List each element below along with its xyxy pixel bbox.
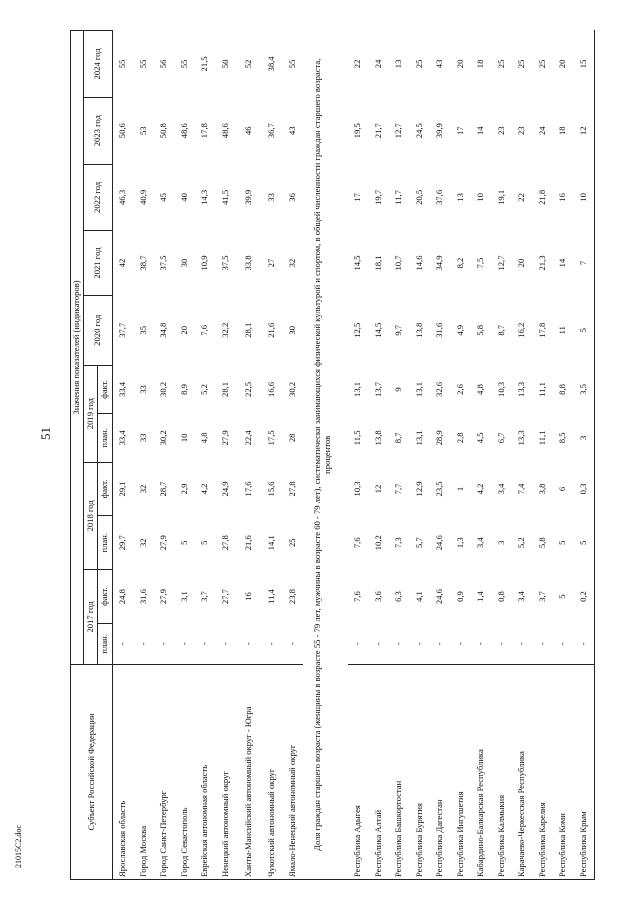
- value-cell: 12: [372, 484, 383, 494]
- region-name: Ханты-Мансийский автономный округ - Югра: [236, 664, 262, 879]
- value-cell: 10,9: [199, 255, 210, 271]
- value-cell: 17: [352, 193, 363, 202]
- region-name: Республика Алтай: [368, 664, 389, 879]
- table-row: [573, 31, 594, 880]
- table-row: [112, 31, 133, 880]
- value-cell: 39,9: [434, 123, 445, 139]
- value-cell: -: [158, 642, 169, 646]
- value-cell: -: [536, 642, 547, 646]
- value-cell: 5,7: [413, 537, 424, 549]
- value-cell: 23,5: [434, 481, 445, 497]
- value-cell: 21,6: [243, 535, 254, 551]
- value-cell: 13,3: [516, 381, 527, 397]
- region-name: Ненецкий автономный округ: [215, 664, 236, 879]
- value-cell: 18: [475, 59, 486, 69]
- header-fact-2017: факт.: [98, 570, 113, 624]
- value-cell: 8,7: [495, 324, 506, 336]
- value-cell: 43: [434, 59, 445, 69]
- table-row: [282, 31, 303, 880]
- value-cell: 52: [243, 59, 254, 69]
- value-cell: 14,3: [199, 189, 210, 205]
- value-cell: -: [557, 642, 568, 646]
- value-cell: 15: [573, 31, 594, 98]
- value-cell: 11: [557, 326, 568, 335]
- value-cell: 12,7: [495, 255, 506, 271]
- value-cell: 27: [266, 258, 277, 268]
- value-cell: 50,6: [117, 123, 128, 139]
- value-cell: -: [266, 642, 277, 646]
- value-cell: 24,6: [434, 535, 445, 551]
- region-name: Республика Башкортостан: [389, 664, 410, 879]
- region-name: Республика Коми: [553, 664, 574, 879]
- value-cell: 23: [516, 126, 527, 135]
- value-cell: -: [352, 642, 363, 646]
- region-name: Чукотский автономный округ: [262, 664, 283, 879]
- table-row: [409, 31, 430, 880]
- value-cell: 18,1: [372, 255, 383, 271]
- value-cell: -: [393, 642, 404, 646]
- value-cell: 24,9: [219, 481, 230, 497]
- value-cell: 6,7: [495, 432, 506, 444]
- section-title: Доля граждан старшего возраста (женщины в возрасте 55 - 79 лет, мужчины в возрасте 60 - 79 лет), систематически занимающихся физической культурой и спортом, в общей численности граждан старшего возраста, процентов: [303, 31, 348, 880]
- value-cell: 55: [178, 59, 189, 69]
- value-cell: 13,8: [372, 430, 383, 446]
- value-cell: 13,1: [352, 381, 363, 397]
- value-cell: 24,8: [117, 589, 128, 605]
- value-cell: 25: [516, 59, 527, 69]
- value-cell: 46: [243, 126, 254, 135]
- value-cell: 48,6: [219, 123, 230, 139]
- header-fact-2018: факт.: [98, 462, 113, 516]
- value-cell: 27,9: [158, 535, 169, 551]
- value-cell: 38,4: [266, 56, 277, 72]
- value-cell: 7,4: [516, 483, 527, 495]
- value-cell: 55: [117, 59, 128, 69]
- value-cell: 33: [137, 433, 148, 443]
- region-name: Карачаево-Черкесская Республика: [512, 664, 533, 879]
- value-cell: -: [219, 642, 230, 646]
- value-cell: 12,5: [352, 322, 363, 338]
- value-cell: 36: [286, 193, 297, 202]
- value-cell: 8,8: [557, 384, 568, 395]
- value-cell: 25: [536, 59, 547, 69]
- value-cell: 5,2: [199, 384, 210, 395]
- table-row: [532, 31, 553, 880]
- value-cell: 32: [137, 538, 148, 548]
- header-year-2019: 2019 год: [83, 365, 98, 462]
- value-cell: 8,2: [454, 257, 465, 269]
- value-cell: 20: [178, 325, 189, 335]
- value-cell: -: [516, 642, 527, 646]
- value-cell: -: [137, 642, 148, 646]
- value-cell: 14,5: [372, 322, 383, 338]
- value-cell: 30,2: [286, 381, 297, 397]
- header-plan-2019: план.: [98, 414, 113, 462]
- value-cell: 7,6: [199, 324, 210, 336]
- value-cell: 20: [454, 59, 465, 69]
- value-cell: -: [475, 642, 486, 646]
- value-cell: 5: [178, 540, 189, 545]
- value-cell: 37,5: [158, 255, 169, 271]
- value-cell: 16: [243, 592, 254, 601]
- value-cell: 19,1: [495, 189, 506, 205]
- table-row: [450, 31, 471, 880]
- value-cell: 7,3: [393, 537, 404, 549]
- value-cell: 45: [158, 193, 169, 202]
- table-row: [491, 31, 512, 880]
- value-cell: 24: [372, 59, 383, 69]
- value-cell: 30,2: [158, 381, 169, 397]
- value-cell: 10,7: [393, 255, 404, 271]
- value-cell: 7,6: [352, 591, 363, 602]
- header-year-2020: 2020 год: [83, 295, 112, 365]
- value-cell: 40: [178, 193, 189, 202]
- value-cell: 29,1: [117, 481, 128, 497]
- value-cell: -: [372, 642, 383, 646]
- value-cell: 32: [137, 484, 148, 494]
- table-row: [368, 31, 389, 880]
- value-cell: -: [495, 642, 506, 646]
- value-cell: 32: [286, 258, 297, 268]
- value-cell: 50,8: [158, 123, 169, 139]
- value-cell: 36,7: [266, 123, 277, 139]
- value-cell: 9: [393, 387, 404, 392]
- header-year-2018: 2018 год: [83, 462, 98, 570]
- value-cell: 6: [557, 486, 568, 492]
- table-row: [215, 31, 236, 880]
- value-cell: 21,7: [372, 123, 383, 139]
- value-cell: 3,4: [495, 483, 506, 495]
- value-cell: 16,2: [516, 322, 527, 338]
- header-year-2023: 2023 год: [83, 97, 112, 164]
- value-cell: 3: [495, 540, 506, 545]
- table-row: [195, 31, 216, 880]
- value-cell: 11,1: [536, 430, 547, 446]
- value-cell: 11,7: [393, 190, 404, 205]
- value-cell: 34,8: [158, 322, 169, 338]
- value-cell: 13,1: [413, 381, 424, 397]
- page-number: 51: [38, 427, 53, 440]
- value-cell: 42: [117, 258, 128, 268]
- value-cell: 13,3: [516, 430, 527, 446]
- value-cell: 8,9: [178, 384, 189, 395]
- value-cell: 11,1: [536, 382, 547, 397]
- value-cell: 24: [536, 126, 547, 135]
- value-cell: 24,6: [434, 589, 445, 605]
- value-cell: 22: [352, 59, 363, 69]
- value-cell: 4,8: [199, 432, 210, 444]
- region-name: Республика Бурятия: [409, 664, 430, 879]
- header-plan-2017: план.: [98, 623, 113, 664]
- region-name: Город Санкт-Петербург: [154, 664, 175, 879]
- region-name: Город Севастополь: [174, 664, 195, 879]
- value-cell: -: [117, 642, 128, 646]
- value-cell: 0,9: [454, 591, 465, 602]
- value-cell: 6,3: [393, 591, 404, 602]
- value-cell: 1,3: [454, 537, 465, 549]
- value-cell: 4,2: [199, 483, 210, 495]
- value-cell: -: [573, 623, 594, 664]
- value-cell: 24,5: [413, 123, 424, 139]
- table-header: [71, 31, 113, 880]
- value-cell: 16: [557, 193, 568, 202]
- header-indicators: Значения показателей (индикаторов): [71, 31, 84, 665]
- value-cell: 28,1: [243, 322, 254, 338]
- value-cell: 1,4: [475, 591, 486, 602]
- value-cell: 46,3: [117, 189, 128, 205]
- value-cell: 2,8: [454, 432, 465, 444]
- value-cell: 3,8: [536, 483, 547, 495]
- value-cell: 27,9: [158, 589, 169, 605]
- value-cell: 31,6: [137, 589, 148, 605]
- region-name: Еврейская автономная область: [195, 664, 216, 879]
- value-cell: 3,1: [178, 591, 189, 602]
- value-cell: 37,7: [117, 322, 128, 338]
- value-cell: 0,8: [495, 591, 506, 602]
- value-cell: 23: [495, 126, 506, 135]
- value-cell: -: [434, 642, 445, 646]
- value-cell: 30: [286, 325, 297, 335]
- value-cell: 4,5: [475, 432, 486, 444]
- table-row: [236, 31, 262, 880]
- value-cell: 37,5: [219, 255, 230, 271]
- value-cell: 13,8: [413, 322, 424, 338]
- value-cell: 4,8: [475, 384, 486, 395]
- value-cell: 0,2: [573, 570, 594, 624]
- value-cell: 17,8: [536, 322, 547, 338]
- value-cell: 34,9: [434, 255, 445, 271]
- value-cell: 21,6: [266, 322, 277, 338]
- value-cell: -: [286, 642, 297, 646]
- value-cell: 5: [573, 516, 594, 570]
- value-cell: 55: [137, 59, 148, 69]
- value-cell: 23,8: [286, 589, 297, 605]
- region-name: Кабардино-Балкарская Республика: [471, 664, 492, 879]
- value-cell: 18: [557, 126, 568, 135]
- value-cell: 0,3: [573, 462, 594, 516]
- value-cell: -: [454, 642, 465, 646]
- value-cell: 53: [137, 126, 148, 135]
- value-cell: 3,7: [536, 591, 547, 602]
- value-cell: 7,7: [393, 483, 404, 495]
- value-cell: 20: [557, 59, 568, 69]
- value-cell: 2,9: [178, 483, 189, 495]
- value-cell: 13,7: [372, 381, 383, 397]
- table-row: [174, 31, 195, 880]
- value-cell: 33: [137, 385, 148, 394]
- region-name: Республика Ингушетия: [450, 664, 471, 879]
- region-name: Республика Калмыкия: [491, 664, 512, 879]
- value-cell: 13,1: [413, 430, 424, 446]
- table-row: [471, 31, 492, 880]
- value-cell: 8,7: [393, 432, 404, 444]
- value-cell: 3,6: [372, 591, 383, 602]
- value-cell: 14,6: [413, 255, 424, 271]
- section-row: [303, 31, 348, 880]
- region-name: Республика Адыгея: [348, 664, 369, 879]
- value-cell: 41,5: [219, 189, 230, 205]
- value-cell: 32,6: [434, 381, 445, 397]
- value-cell: 7: [573, 231, 594, 296]
- region-name: Ярославская область: [112, 664, 133, 879]
- value-cell: 17,6: [243, 481, 254, 497]
- header-year-2021: 2021 год: [83, 231, 112, 296]
- header-subject: Субъект Российской Федерации: [71, 664, 113, 879]
- value-cell: 10: [573, 164, 594, 231]
- table-row: [430, 31, 451, 880]
- region-name: Ямало-Ненецкий автономный округ: [282, 664, 303, 879]
- value-cell: 14,5: [352, 255, 363, 271]
- value-cell: 22,4: [243, 430, 254, 446]
- value-cell: 13: [454, 193, 465, 202]
- value-cell: 10: [178, 433, 189, 443]
- table-row: [512, 31, 533, 880]
- value-cell: -: [243, 642, 254, 646]
- value-cell: 4,9: [454, 324, 465, 336]
- value-cell: 31,6: [434, 322, 445, 338]
- value-cell: 37,6: [434, 189, 445, 205]
- indicators-table: [70, 30, 595, 880]
- value-cell: 11,4: [266, 589, 277, 604]
- value-cell: 20,5: [413, 189, 424, 205]
- table-row: [133, 31, 154, 880]
- rotated-table-container: [70, 30, 615, 880]
- region-name: Город Москва: [133, 664, 154, 879]
- value-cell: 5: [199, 540, 210, 545]
- value-cell: 4,1: [413, 591, 424, 602]
- value-cell: 5,2: [516, 537, 527, 549]
- value-cell: 27,8: [219, 535, 230, 551]
- value-cell: 35: [137, 325, 148, 335]
- value-cell: 5: [557, 540, 568, 545]
- value-cell: 27,8: [286, 481, 297, 497]
- value-cell: -: [178, 642, 189, 646]
- value-cell: 8,5: [557, 432, 568, 444]
- value-cell: -: [413, 642, 424, 646]
- value-cell: -: [199, 642, 210, 646]
- value-cell: 32,2: [219, 322, 230, 338]
- value-cell: 25: [495, 59, 506, 69]
- value-cell: 21,5: [199, 56, 210, 72]
- value-cell: 25: [413, 59, 424, 69]
- table-body: [112, 31, 594, 880]
- value-cell: 12,7: [393, 123, 404, 139]
- table-row: [553, 31, 574, 880]
- value-cell: 3,4: [516, 591, 527, 602]
- value-cell: 22: [516, 193, 527, 202]
- value-cell: 30,2: [158, 430, 169, 446]
- value-cell: 7,6: [352, 537, 363, 549]
- value-cell: 33: [266, 193, 277, 202]
- value-cell: 28,9: [434, 430, 445, 446]
- value-cell: 14: [475, 126, 486, 135]
- value-cell: 5,8: [475, 324, 486, 336]
- value-cell: 28,7: [158, 481, 169, 497]
- value-cell: 39,9: [243, 189, 254, 205]
- value-cell: 3,5: [573, 365, 594, 413]
- value-cell: 27,7: [219, 589, 230, 605]
- value-cell: 2,6: [454, 384, 465, 395]
- value-cell: 43: [286, 126, 297, 135]
- value-cell: 27,9: [219, 430, 230, 446]
- value-cell: 7,5: [475, 257, 486, 269]
- value-cell: 14: [557, 258, 568, 268]
- value-cell: 28,1: [219, 381, 230, 397]
- value-cell: 38,7: [137, 255, 148, 271]
- table-row: [389, 31, 410, 880]
- value-cell: 5,8: [536, 537, 547, 549]
- value-cell: 12,9: [413, 481, 424, 497]
- value-cell: 10: [475, 193, 486, 202]
- value-cell: 3: [573, 414, 594, 462]
- region-name: Республика Крым: [573, 664, 594, 879]
- value-cell: 19,7: [372, 189, 383, 205]
- value-cell: 11,5: [352, 430, 363, 446]
- value-cell: 4,2: [475, 483, 486, 495]
- value-cell: 13: [393, 59, 404, 69]
- value-cell: 3,4: [475, 537, 486, 549]
- value-cell: 55: [286, 59, 297, 69]
- value-cell: 9,7: [393, 324, 404, 336]
- value-cell: 29,7: [117, 535, 128, 551]
- region-name: Республика Карелия: [532, 664, 553, 879]
- value-cell: 10,2: [372, 535, 383, 551]
- table-row: [262, 31, 283, 880]
- header-fact-2019: факт.: [98, 365, 113, 413]
- value-cell: 21,3: [536, 255, 547, 271]
- value-cell: 10,3: [352, 481, 363, 497]
- value-cell: 1: [454, 486, 465, 492]
- value-cell: 21,8: [536, 189, 547, 205]
- value-cell: 19,5: [352, 123, 363, 139]
- value-cell: 17: [454, 126, 465, 135]
- value-cell: 22,5: [243, 381, 254, 397]
- header-year-2017: 2017 год: [83, 570, 98, 665]
- value-cell: 20: [516, 258, 527, 268]
- value-cell: 30: [178, 258, 189, 268]
- header-year-2022: 2022 год: [83, 164, 112, 231]
- value-cell: 14,1: [266, 535, 277, 551]
- value-cell: 28: [286, 433, 297, 443]
- table-row: [154, 31, 175, 880]
- table-row: [348, 31, 369, 880]
- value-cell: 33,4: [117, 381, 128, 397]
- value-cell: 16,6: [266, 381, 277, 397]
- value-cell: 12: [573, 97, 594, 164]
- value-cell: 5: [573, 295, 594, 365]
- value-cell: 56: [158, 59, 169, 69]
- value-cell: 15,6: [266, 481, 277, 497]
- document-code: 21015С2.doc: [14, 825, 23, 868]
- value-cell: 10,3: [495, 381, 506, 397]
- value-cell: 17,8: [199, 123, 210, 139]
- value-cell: 40,9: [137, 189, 148, 205]
- value-cell: 48,6: [178, 123, 189, 139]
- header-year-2024: 2024 год: [83, 31, 112, 98]
- value-cell: 50: [219, 59, 230, 69]
- value-cell: 25: [286, 538, 297, 548]
- value-cell: 33,4: [117, 430, 128, 446]
- header-plan-2018: план.: [98, 516, 113, 570]
- value-cell: 5: [557, 594, 568, 599]
- value-cell: 3,7: [199, 591, 210, 602]
- value-cell: 33,8: [243, 255, 254, 271]
- region-name: Республика Дагестан: [430, 664, 451, 879]
- value-cell: 17,5: [266, 430, 277, 446]
